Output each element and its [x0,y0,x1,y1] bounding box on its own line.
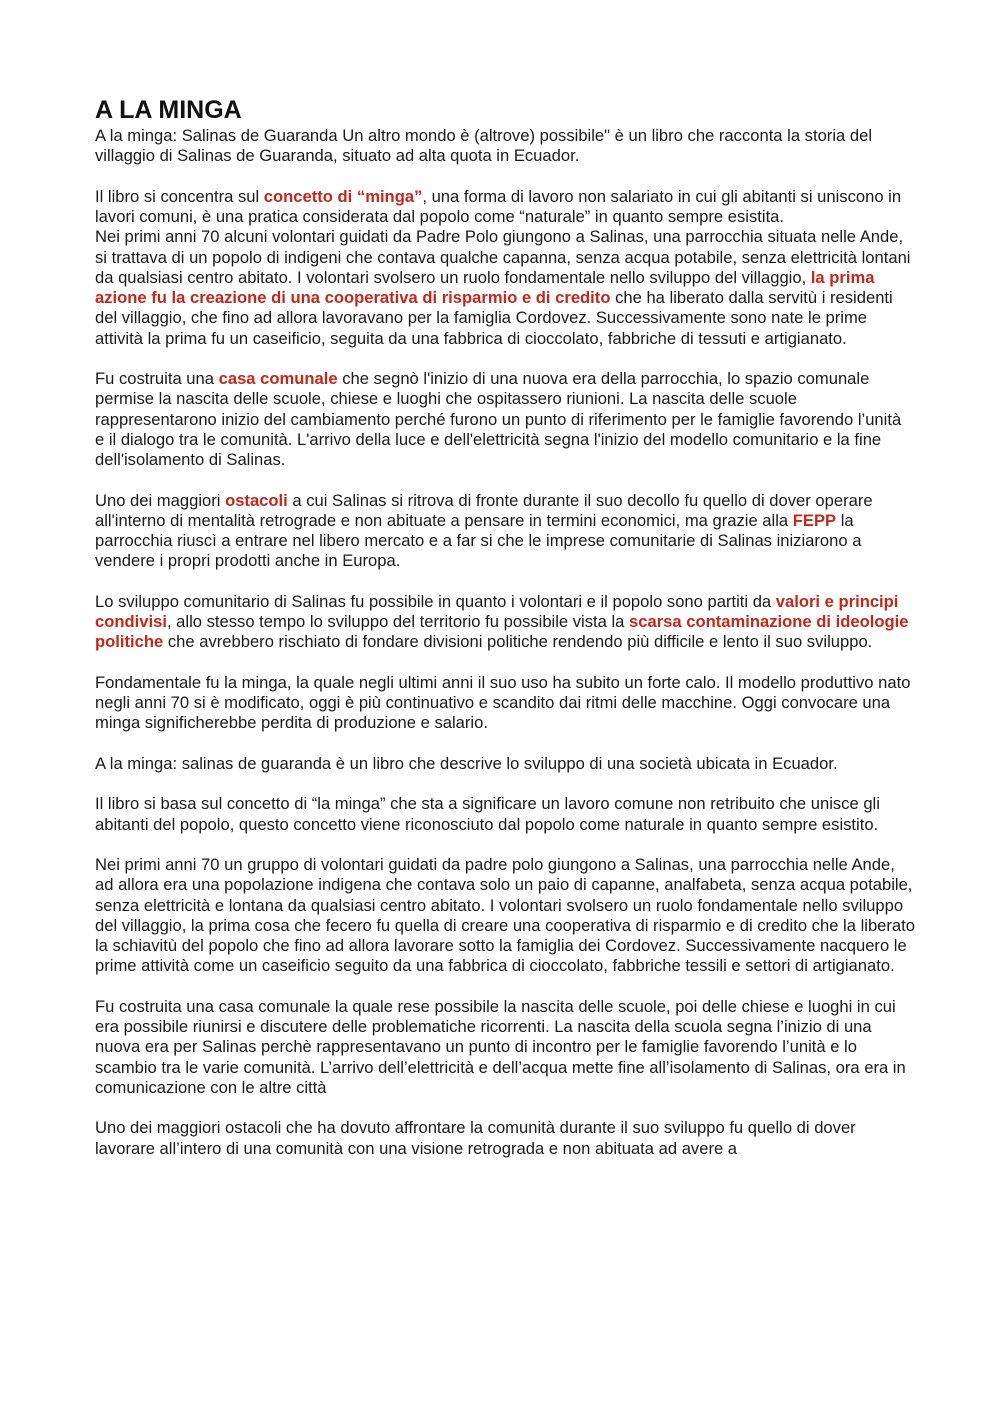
paragraph-casa-comunale-2: Fu costruita una casa comunale la quale rese possibile la nascita delle scuole, poi delle chiese e luoghi in cui era possibile riunirsi e discutere delle problematiche ricorrenti. La nascita della scuola segna l’inizio di una nuova era per Salinas perchè rappresentavano un punto di incontro per le famiglie favorendo l’unità e lo scambio tra le varie comunità. L’arrivo dell’elettricità e dell’acqua mette fine all’isolamento di Salinas, ora era in comunicazione con le altre città [95,996,906,1097]
paragraph-obstacles [95,491,915,572]
paragraph-la-minga: Il libro si basa sul concetto di “la minga” che sta a significare un lavoro comune non retribuito che unisce gli abitanti del popolo, questo concetto viene riconosciuto dal popolo come naturale in quanto sempre esistito. [95,794,880,834]
paragraph-gap [95,470,915,490]
paragraph-gap [95,774,915,794]
text-run: Uno dei maggiori [95,490,226,510]
paragraph-obstacles-2: Uno dei maggiori ostacoli che ha dovuto affrontare la comunità durante il suo sviluppo fu quello di dover lavorare all’intero di una comunità con una visione retrograda e non abituata ad avere a [95,1118,856,1158]
document-page [95,94,915,1159]
paragraph-gap [95,835,915,855]
text-run: Nei primi anni 70 alcuni volontari guidati da Padre Polo giungono a Salinas, una parrocchia situata nelle Ande, si trattava di un popolo di indigeni che contava qualche capanna, senza acqua potabile, senza elettricità lontani da qualsiasi centro abitato. I volontari svolsero un ruolo fondamentale nello sviluppo del villaggio, [95,227,911,287]
paragraph-book-summary: A la minga: salinas de guaranda è un libro che descrive lo sviluppo di una società ubicata in Ecuador. [95,753,838,773]
text-run: Lo sviluppo comunitario di Salinas fu possibile in quanto i volontari e il popolo sono partiti da [95,591,776,611]
paragraph-minga-concept [95,187,915,228]
paragraph-volunteers [95,227,915,349]
highlight-text: valori e principi condivisi [95,591,899,631]
highlight-text: la prima azione fu la creazione di una cooperativa di risparmio e di credito [95,267,875,307]
text-run: che segnò l'inizio di una nuova era della parrocchia, lo spazio comunale permise la nascita delle scuole, chiese e luoghi che ospitassero riunioni. La nascita delle scuole rappresentarono inizio del cambiamento perché furono un punto di riferimento per le famiglie favorendo l’unità e il dialogo tra le comunità. L'arrivo della luce e dell'elettricità segna l'inizio del modello comunitario e la fine dell'isolamento di Salinas. [95,369,902,469]
paragraph-shared-values [95,592,915,653]
text-run: , allo stesso tempo lo sviluppo del territorio fu possibile vista la [166,612,630,631]
paragraph-gap [95,167,915,187]
text-run: a cui Salinas si ritrova di fronte durante il suo decollo fu quello di dover operare all'interno di mentalità retrograde e non abituate a pensare in termini economici, ma grazie alla [95,490,873,530]
text-run: Il libro si concentra sul [95,186,264,206]
text-run: che ha liberato dalla servitù i residenti del villaggio, che fino ad allora lavoravano per la famiglia Cordovez. Successivamente sono nate le prime attività la prima fu un caseificio, seguita da una fabbrica di cioccolato, fabbriche di tessuti e artigianato. [95,288,893,348]
text-run: la parrocchia riuscì a entrare nel libero mercato e a far si che le imprese comunitarie di Salinas iniziarono a vendere i propri prodotti anche in Europa. [95,510,862,571]
highlight-text: ostacoli [225,490,288,510]
document-title: A LA MINGA [95,96,242,124]
paragraph-casa-comunale [95,369,915,470]
highlight-text: concetto di “minga” [263,186,423,206]
highlight-text: FEPP [792,510,837,530]
text-run: che avrebbero rischiato di fondare divisioni politiche rendendo più difficile e lento il suo sviluppo. [163,632,873,652]
paragraph-volunteers-2: Nei primi anni 70 un gruppo di volontari guidati da padre polo giungono a Salinas, una parrocchia nelle Ande, ad allora era una popolazione indigena che contava solo un paio di capanne, analfabeta, senza acqua potabile, senza elettricità e lontana da qualsiasi centro abitato. I volontari svolsero un ruolo fondamentale nello sviluppo del villaggio, la prima cosa che fecero fu quella di creare una cooperativa di risparmio e di credito che la liberato la schiavitù del popolo che fino ad allora lavorare sotto la famiglia dei Cordovez. Successivamente nacquero le prime attività come un caseificio seguito da una fabbrica di cioccolato, fabbriche tessili e settori di artigianato. [95,855,915,976]
text-run: , una forma di lavoro non salariato in cui gli abitanti si uniscono in lavori comuni, è una pratica considerata dal popolo come “naturale” in quanto sempre esistita. [95,186,902,226]
paragraph-gap [95,1098,915,1118]
highlight-text: scarsa contaminazione di ideologie politiche [95,612,909,652]
highlight-text: casa comunale [218,369,338,388]
paragraph-gap [95,572,915,592]
paragraph-minga-decline: Fondamentale fu la minga, la quale negli ultimi anni il suo uso ha subito un forte calo. Il modello produttivo nato negli anni 70 si è modificato, oggi è più continuativo e scandito dai ritmi delle macchine. Oggi convocare una minga significherebbe perdita di produzione e salario. [95,672,911,733]
text-run: Fu costruita una [95,369,219,388]
paragraph-gap [95,734,915,754]
paragraph-intro: A la minga: Salinas de Guaranda Un altro mondo è (altrove) possibile" è un libro che racconta la storia del villaggio di Salinas de Guaranda, situato ad alta quota in Ecuador. [95,126,873,166]
paragraph-gap [95,349,915,369]
paragraph-gap [95,653,915,673]
paragraph-gap [95,977,915,997]
